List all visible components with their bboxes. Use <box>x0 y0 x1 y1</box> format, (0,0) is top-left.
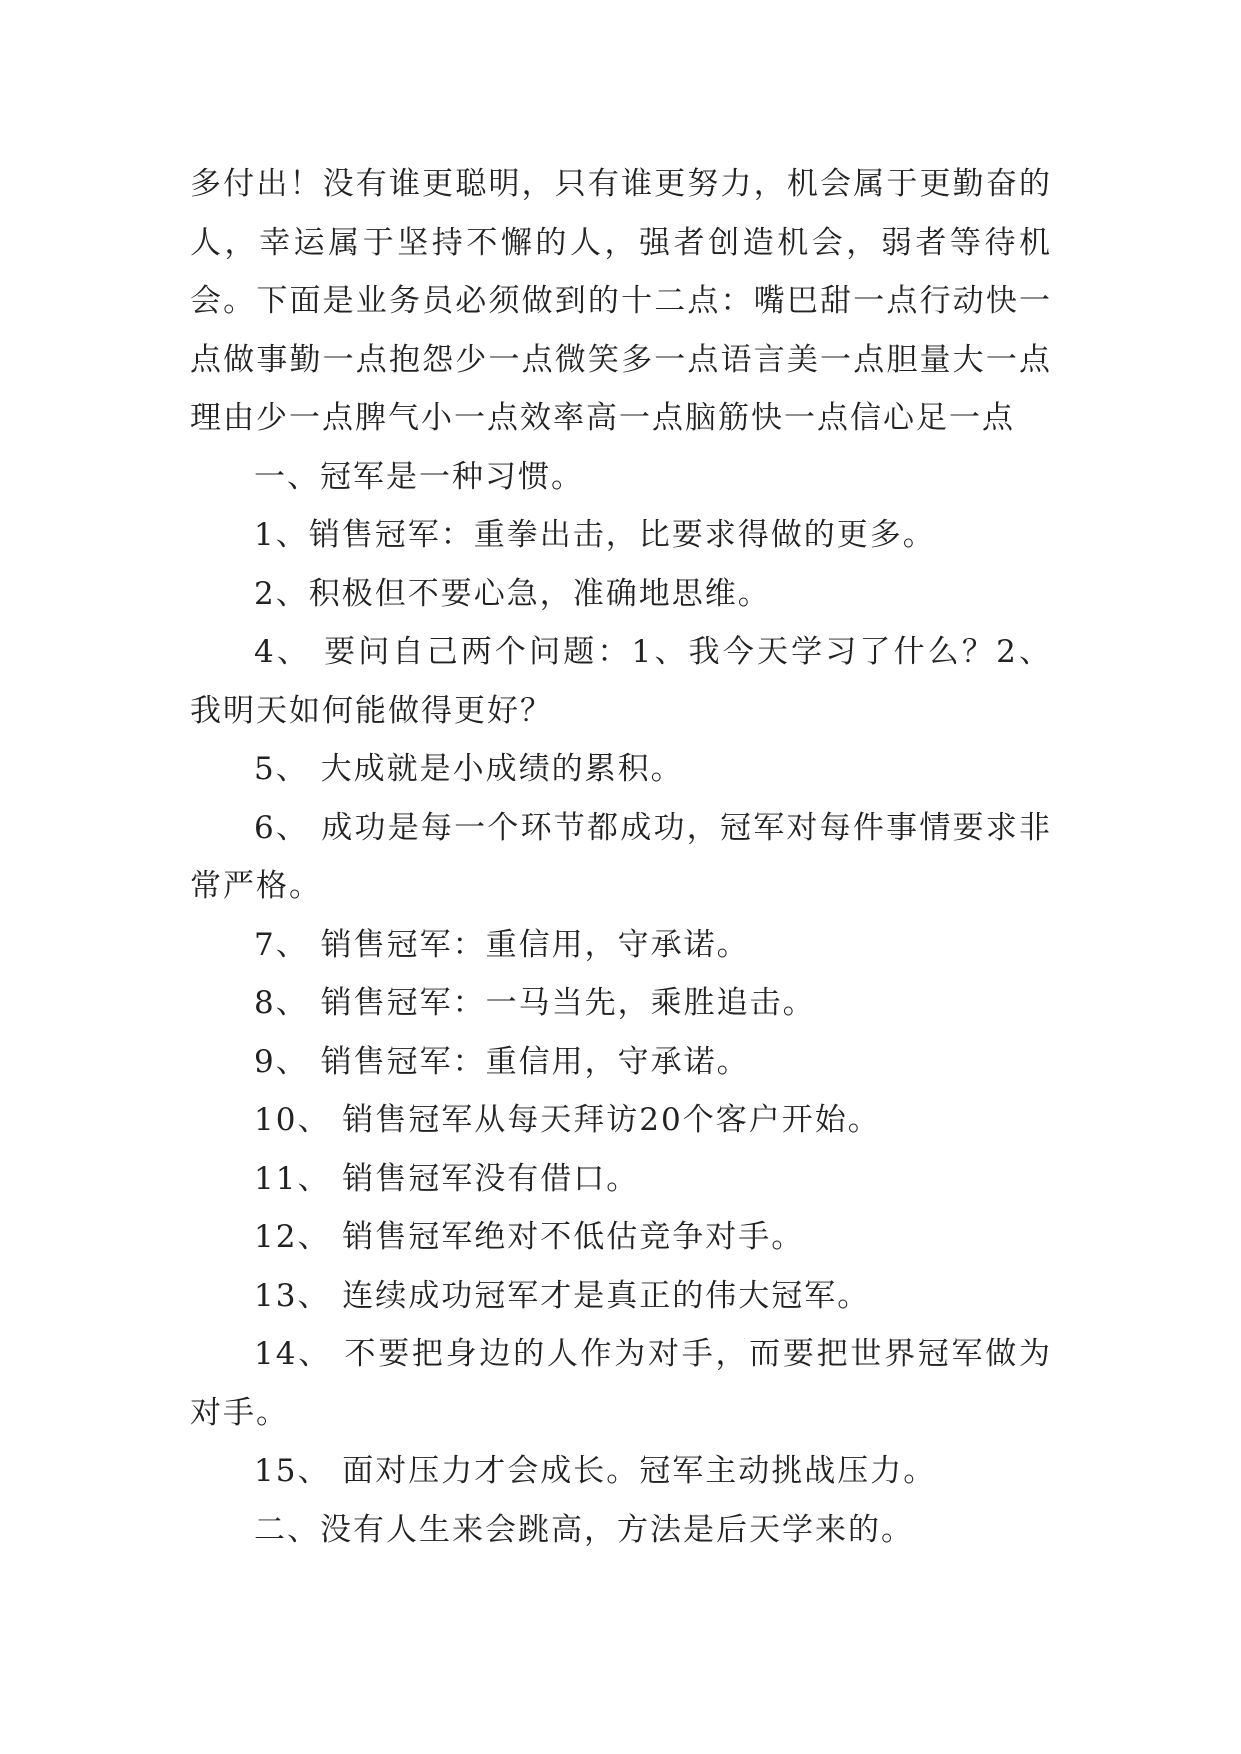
section-heading-2: 二、没有人生来会跳高，方法是后天学来的。 <box>254 1511 914 1548</box>
list-item: 7、 销售冠军：重信用，守承诺。 <box>254 926 750 963</box>
intro-paragraph: 多付出！没有谁更聪明，只有谁更努力，机会属于更勤奋的人，幸运属于坚持不懈的人，强者创造机会，弱者等待机会。下面是业务员必须做到的十二点：嘴巴甜一点行动快一点做事勤一点抱怨少一点微笑多一点语言美一点胆量大一点理由少一点脾气小一点效率高一点脑筋快一点信心足一点 <box>190 166 1052 436</box>
list-item: 5、 大成就是小成绩的累积。 <box>254 751 684 787</box>
section-heading-1: 一、冠军是一种习惯。 <box>254 458 584 495</box>
list-item: 15、 面对压力才会成长。冠军主动挑战压力。 <box>254 1453 937 1489</box>
list-item: 13、 连续成功冠军才是真正的伟大冠军。 <box>254 1277 871 1314</box>
document-body <box>190 155 1052 1559</box>
list-item: 9、 销售冠军：重信用，守承诺。 <box>254 1043 750 1080</box>
list-item: 11、 销售冠军没有借口。 <box>254 1160 640 1197</box>
list-item: 4、 要问自己两个问题：1、我今天学习了什么？2、我明天如何能做得更好？ <box>190 634 1052 729</box>
list-item: 10、 销售冠军从每天拜访20个客户开始。 <box>254 1102 881 1138</box>
list-item: 2、积极但不要心急，准确地思维。 <box>254 575 771 612</box>
list-item: 8、 销售冠军：一马当先，乘胜追击。 <box>254 985 816 1021</box>
list-item: 6、 成功是每一个环节都成功，冠军对每件事情要求非常严格。 <box>190 809 1052 904</box>
list-item: 12、 销售冠军绝对不低估竞争对手。 <box>254 1219 805 1255</box>
list-item: 14、 不要把身边的人作为对手，而要把世界冠军做为对手。 <box>190 1336 1052 1431</box>
list-item: 1、销售冠军：重拳出击，比要求得做的更多。 <box>254 517 936 553</box>
